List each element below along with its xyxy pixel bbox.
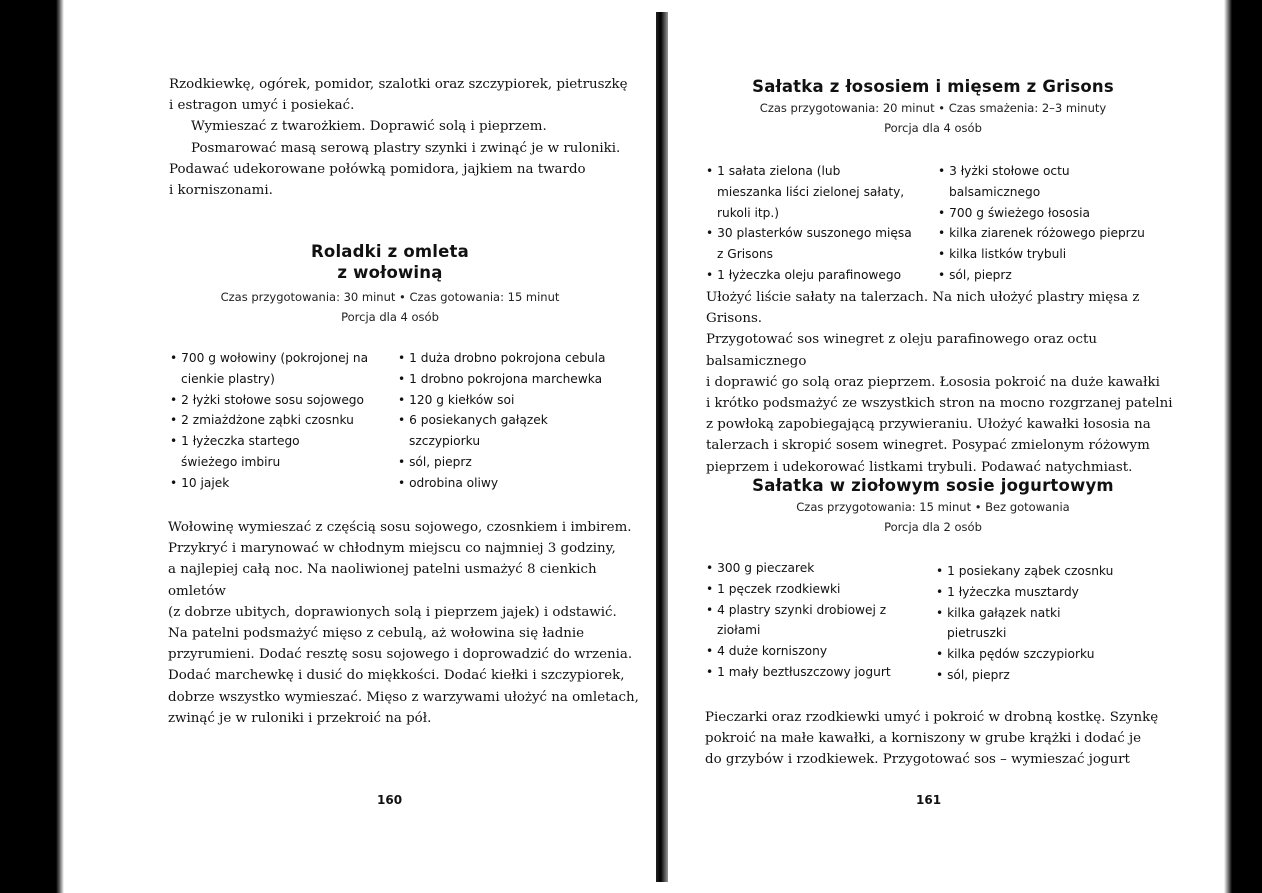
ingredient: • 2 zmiażdżone ząbki czosnku: [170, 410, 375, 431]
ingredient: • sól, pieprz: [398, 452, 613, 473]
intro-line: i estragon umyć i posiekać.: [169, 98, 355, 114]
recipe-times: Czas przygotowania: 15 minut • Bez gotowania: [796, 500, 1070, 514]
recipe-title: [240, 241, 540, 283]
page-number: 161: [916, 793, 942, 807]
recipe-title-line: Roladki z omleta: [311, 242, 469, 261]
recipe-meta: [698, 98, 1168, 138]
ingredient: • odrobina oliwy: [398, 473, 613, 494]
ingredient: • 700 g wołowiny (pokrojonej na cienkie plastry): [170, 348, 375, 390]
ingredient: • 1 duża drobno pokrojona cebula: [398, 348, 613, 369]
method-line: Pieczarki oraz rzodkiewki umyć i pokroić w drobną kostkę. Szynkę: [705, 710, 1159, 725]
method-line: zwinąć je w ruloniki i przekroić na pół.: [168, 710, 432, 726]
method-line: pieprzem i udekorować listkami trybuli. Podawać natychmiast.: [706, 459, 1133, 475]
ingredients-right: [398, 348, 613, 494]
ingredient: • 1 mały beztłuszczowy jogurt: [706, 662, 916, 683]
ingredients-left: [706, 161, 916, 286]
ingredient: • 120 g kiełków soi: [398, 390, 613, 411]
recipe-times: Czas przygotowania: 30 minut • Czas gotowania: 15 minut: [220, 290, 560, 304]
recipe-portion: Porcja dla 4 osób: [884, 121, 982, 135]
method-line: i doprawić go solą oraz pieprzem. Łososia pokroić na duże kawałki: [706, 374, 1160, 390]
ingredients-left: [170, 348, 375, 494]
method-line: Przygotować sos winegret z oleju parafinowego oraz octu balsamicznego: [706, 332, 1097, 369]
ingredient: • 1 sałata zielona (lub mieszanka liści zielonej sałaty, rukoli itp.): [706, 161, 907, 223]
method-line: do grzybów i rzodkiewek. Przygotować sos – wymieszać jogurt: [705, 752, 1130, 768]
recipe-times: Czas przygotowania: 20 minut • Czas smażenia: 2–3 minuty: [759, 101, 1107, 115]
method-line: i krótko podsmażyć ze wszystkich stron na mocno rozgrzanej patelni: [706, 396, 1173, 412]
ingredient: • 4 duże korniszony: [706, 641, 916, 662]
intro-line: Rzodkiewkę, ogórek, pomidor, szalotki oraz szczypiorek, pietruszkę: [169, 77, 628, 92]
ingredient: • 4 plastry szynki drobiowej z ziołami: [706, 600, 887, 642]
recipe-meta: [170, 287, 610, 327]
ingredient: • 1 posiekany ząbek czosnku: [936, 561, 1156, 582]
ingredient: • kilka pędów szczypiorku: [936, 644, 1156, 665]
ingredient: • 1 łyżeczka oleju parafinowego: [706, 265, 916, 286]
ingredient: • 300 g pieczarek: [706, 558, 916, 579]
page-number: 160: [377, 793, 403, 807]
method-line: a najlepiej całą noc. Na naoliwionej patelni usmażyć 8 cienkich omletów: [168, 562, 597, 599]
ingredient: • 1 łyżeczka musztardy: [936, 582, 1156, 603]
ingredient: • kilka listków trybuli: [938, 244, 1158, 265]
ingredient: • 6 posiekanych gałązek szczypiorku: [398, 410, 569, 452]
method-line: Ułożyć liście sałaty na talerzach. Na nich ułożyć plastry mięsa z Grisons.: [706, 290, 1140, 327]
right-page: [668, 0, 1228, 893]
recipe-title-line: z wołowiną: [337, 263, 443, 282]
intro-line: Posmarować masą serową plastry szynki i zwinąć je w ruloniki.: [191, 140, 621, 156]
ingredient: • kilka ziarenek różowego pieprzu: [938, 223, 1158, 244]
method-line: Na patelni podsmażyć mięso z cebulą, aż wołowina się ładnie: [168, 626, 585, 642]
method-line: Przykryć i marynować w chłodnym miejscu co najmniej 3 godziny,: [168, 541, 616, 557]
recipe-title: Sałatka w ziołowym sosie jogurtowym: [752, 476, 1114, 495]
method-line: Wołowinę wymieszać z częścią sosu sojowego, czosnkiem i imbirem.: [168, 520, 632, 535]
ingredient: • 1 pęczek rzodkiewki: [706, 579, 916, 600]
ingredient: • 30 plasterków suszonego mięsa z Grisons: [706, 223, 917, 265]
intro-line: Wymieszać z twarożkiem. Doprawić solą i pieprzem.: [191, 119, 547, 135]
scan-right-edge: [1230, 0, 1262, 893]
recipe-meta: [698, 497, 1168, 537]
method-line: Dodać marchewkę i dusić do miękkości. Dodać kiełki i szczypiorek,: [168, 668, 625, 684]
book-gutter: [656, 12, 668, 882]
method-line: dobrze wszystko wymieszać. Mięso z warzywami ułożyć na omletach,: [168, 689, 639, 705]
ingredient: • sól, pieprz: [936, 665, 1156, 686]
recipe-portion: Porcja dla 4 osób: [341, 310, 439, 324]
method-line: pokroić na małe kawałki, a korniszony w grube krążki i dodać je: [705, 731, 1142, 747]
intro-line: Podawać udekorowane połówką pomidora, jajkiem na twardo: [169, 161, 586, 177]
ingredient: • kilka gałązek natki pietruszki: [936, 603, 1077, 645]
ingredients-right: [936, 561, 1156, 686]
intro-text: [169, 74, 639, 201]
method-line: (z dobrze ubitych, doprawionych solą i pieprzem jajek) i odstawić.: [168, 604, 617, 620]
ingredient: • sól, pieprz: [938, 265, 1158, 286]
recipe-method: [705, 707, 1185, 771]
recipe-method: [706, 287, 1181, 478]
method-line: z powłoką zapobiegającą przywieraniu. Ułożyć kawałki łososia na: [706, 417, 1151, 433]
ingredient: • 2 łyżki stołowe sosu sojowego: [170, 390, 375, 411]
recipe-method: [168, 517, 648, 729]
method-line: talerzach i skropić sosem winegret. Posypać zmielonym różowym: [706, 438, 1150, 454]
recipe-portion: Porcja dla 2 osób: [884, 520, 982, 534]
ingredient: • 700 g świeżego łososia: [938, 203, 1158, 224]
ingredient: • 1 drobno pokrojona marchewka: [398, 369, 613, 390]
intro-line: i korniszonami.: [169, 183, 273, 199]
scan-left-edge: [0, 0, 58, 893]
ingredients-right: [938, 161, 1158, 286]
ingredient: • 3 łyżki stołowe octu balsamicznego: [938, 161, 1158, 203]
ingredient: • 1 łyżeczka startego świeżego imbiru: [170, 431, 321, 473]
recipe-title: Sałatka z łososiem i mięsem z Grisons: [752, 77, 1114, 96]
ingredients-left: [706, 558, 916, 683]
method-line: przyrumieni. Dodać resztę sosu sojowego i doprowadzić do wrzenia.: [168, 647, 633, 663]
left-page: [60, 0, 654, 893]
ingredient: • 10 jajek: [170, 473, 375, 494]
